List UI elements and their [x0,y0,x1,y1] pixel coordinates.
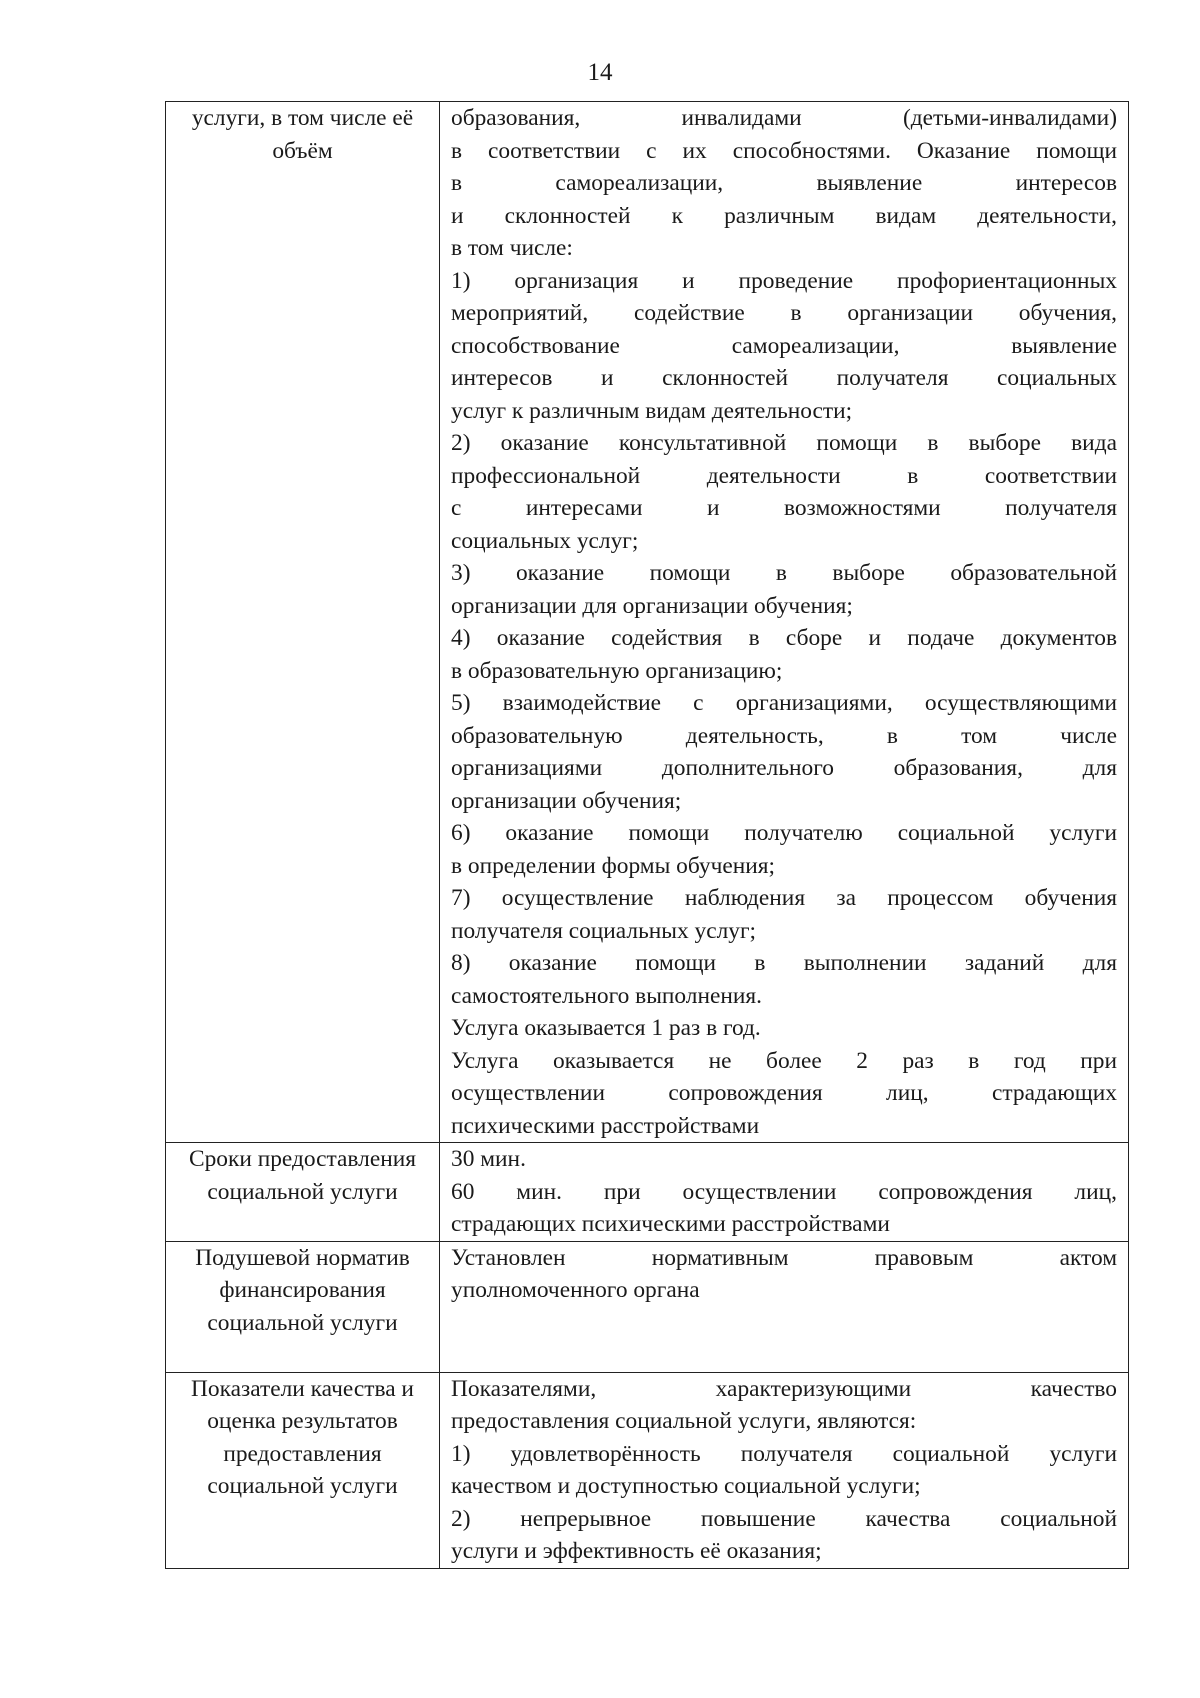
content-line: в соответствии с их способностями. Оказание помощи [451,137,1117,164]
content-line: организации для организации обучения; [451,592,853,619]
content-line: Услуга оказывается не более 2 раз в год при [451,1047,1117,1074]
content-line: Установлен нормативным правовым актом [451,1244,1117,1271]
row-content [440,1372,1129,1568]
content-line: образования, инвалидами (детьми-инвалидами) [451,105,1117,131]
content-line: 60 мин. при осуществлении сопровождения лиц, [451,1178,1117,1205]
content-line: услуги и эффективность её оказания; [451,1538,822,1564]
row-content [440,1241,1129,1372]
content-line: 1) организация и проведение профориентационных [451,267,1117,294]
content-line: с интересами и возможностями получателя [451,495,1117,521]
content-line: и склонностей к различным видам деятельности, [451,202,1117,229]
content-line: социальных услуг; [451,527,639,554]
content-line: 3) оказание помощи в выборе образовательной [451,560,1117,586]
content-line: профессиональной деятельности в соответствии [451,462,1117,489]
content-line: в определении формы обучения; [451,852,776,879]
content-line: интересов и склонностей получателя социальных [451,365,1117,391]
content-line: 7) осуществление наблюдения за процессом обучения [451,885,1117,911]
content-line: Показателями, характеризующими качество [451,1375,1117,1402]
content-line: Услуга оказывается 1 раз в год. [451,1015,761,1041]
row-label: Сроки предоставления социальной услуги [166,1143,440,1242]
content-line: организации обучения; [451,787,682,814]
content-line: 2) оказание консультативной помощи в выборе вида [451,430,1117,456]
content-line: в том числе: [451,235,573,261]
service-table [165,101,1129,1569]
content-line: качеством и доступностью социальной услуги; [451,1473,921,1499]
content-line: самостоятельного выполнения. [451,982,763,1009]
content-line: осуществлении сопровождения лиц, страдающих [451,1080,1117,1106]
content-line: предоставления социальной услуги, являются: [451,1408,917,1434]
page-number: 14 [587,59,613,86]
content-line: 1) удовлетворённость получателя социальной услуги [451,1440,1117,1467]
content-line: 8) оказание помощи в выполнении заданий для [451,950,1117,976]
content-line: получателя социальных услуг; [451,917,757,944]
content-line: 4) оказание содействия в сборе и подаче документов [451,625,1117,651]
content-line: мероприятий, содействие в организации обучения, [451,300,1117,326]
content-line: способствование самореализации, выявление [451,332,1117,359]
content-line: 6) оказание помощи получателю социальной услуги [451,820,1117,846]
table-row-service-terms [166,1143,1129,1242]
table-row-quality-indicators [166,1372,1129,1568]
table-row-financing-standard [166,1241,1129,1372]
content-line: в самореализации, выявление интересов [451,170,1117,196]
row-label: Подушевой норматив финансирования социальной услуги [166,1241,440,1372]
content-line: 30 мин. [451,1146,526,1172]
content-line: страдающих психическими расстройствами [451,1211,890,1237]
row-label: услуги, в том числе её объём [166,102,440,1143]
content-line: 5) взаимодействие с организациями, осуществляющими [451,690,1117,716]
table-row-service-content [166,102,1129,1143]
content-line: в образовательную организацию; [451,657,783,684]
content-line: образовательную деятельность, в том числе [451,722,1117,749]
content-line: уполномоченного органа [451,1277,700,1303]
content-line: психическими расстройствами [451,1112,760,1139]
row-content [440,102,1129,1143]
content-line: организациями дополнительного образования, для [451,755,1117,781]
content-line: 2) непрерывное повышение качества социальной [451,1505,1117,1532]
row-label: Показатели качества и оценка результатов предоставления социальной услуги [166,1372,440,1568]
content-line: услуг к различным видам деятельности; [451,397,853,424]
row-content [440,1143,1129,1242]
